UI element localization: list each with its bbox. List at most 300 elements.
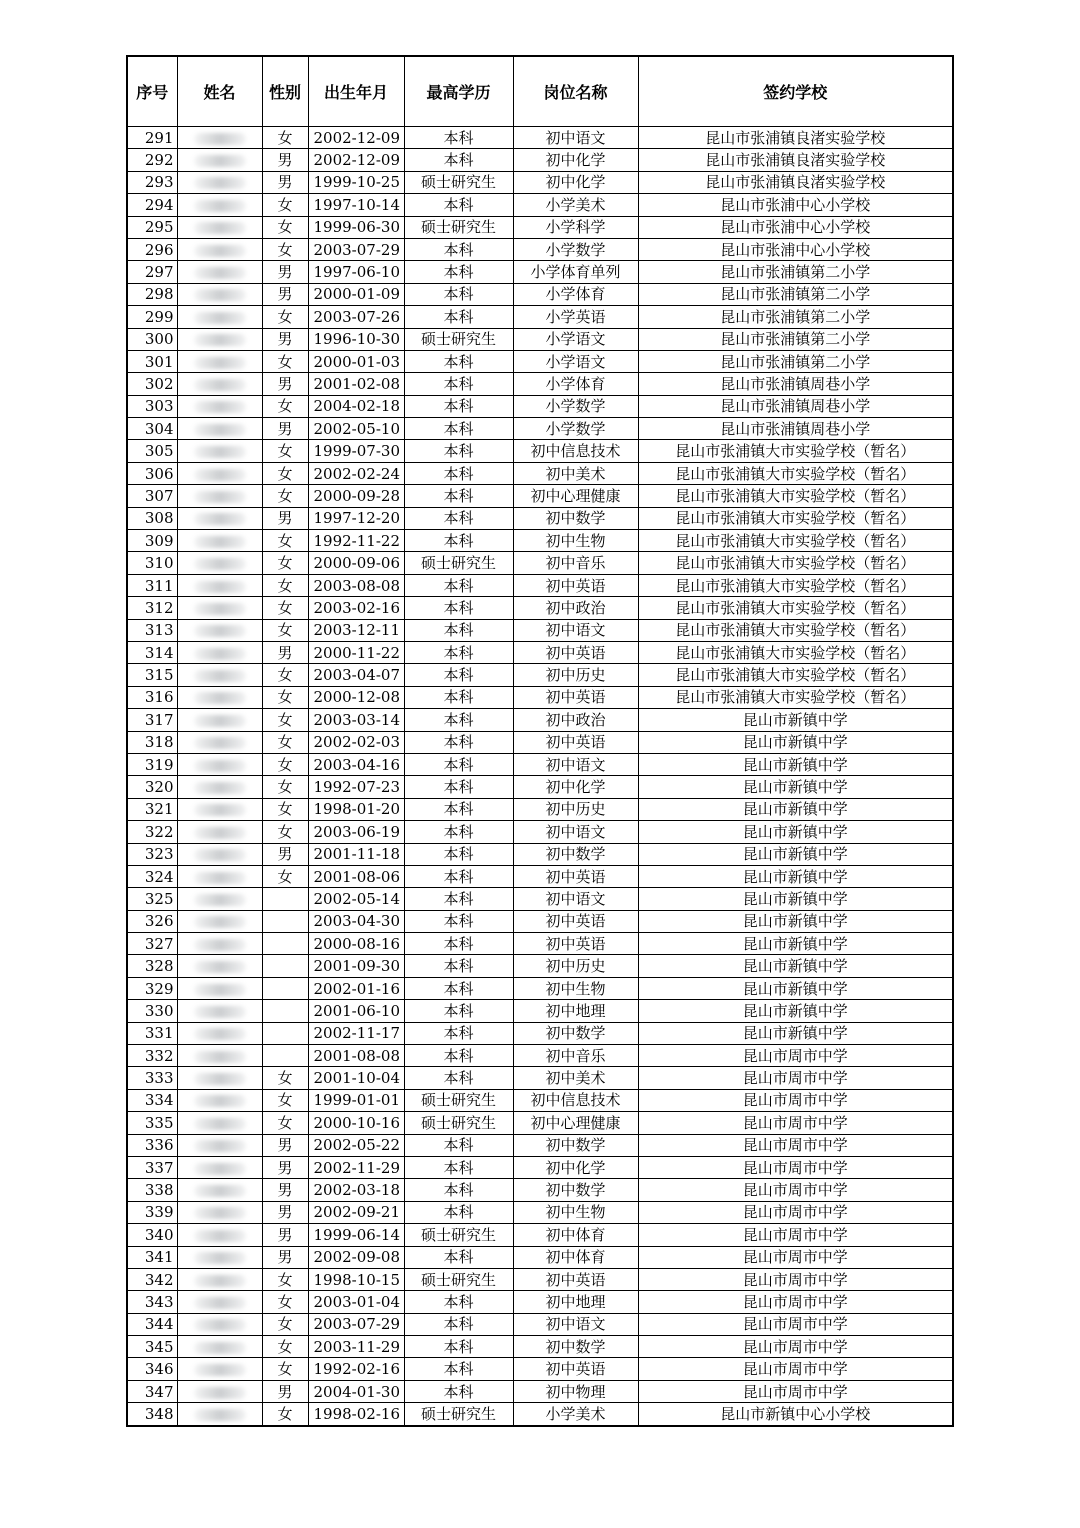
cell-gender: 女 xyxy=(262,574,308,596)
cell-position: 初中语文 xyxy=(513,1313,638,1335)
cell-degree: 本科 xyxy=(404,1313,513,1335)
redaction-blur xyxy=(194,1140,246,1152)
redaction-blur xyxy=(194,424,246,436)
cell-position: 初中美术 xyxy=(513,1067,638,1089)
table-row xyxy=(127,664,953,686)
cell-position: 初中心理健康 xyxy=(513,485,638,507)
cell-school: 昆山市周市中学 xyxy=(638,1291,953,1313)
redaction-blur xyxy=(194,491,246,503)
cell-degree: 硕士研究生 xyxy=(404,216,513,238)
cell-no: 299 xyxy=(127,306,177,328)
cell-name-redacted xyxy=(177,910,262,932)
cell-school: 昆山市张浦镇大市实验学校（暂名） xyxy=(638,664,953,686)
cell-position: 初中音乐 xyxy=(513,1045,638,1067)
cell-position: 初中数学 xyxy=(513,1336,638,1358)
cell-school: 昆山市周市中学 xyxy=(638,1089,953,1111)
cell-name-redacted xyxy=(177,1045,262,1067)
redaction-blur xyxy=(194,849,246,861)
cell-degree: 本科 xyxy=(404,440,513,462)
cell-position: 初中语文 xyxy=(513,127,638,149)
redaction-blur xyxy=(194,625,246,637)
cell-degree: 硕士研究生 xyxy=(404,328,513,350)
cell-school: 昆山市新镇中学 xyxy=(638,865,953,887)
cell-birth: 2004-02-18 xyxy=(308,395,404,417)
cell-school: 昆山市张浦中心小学校 xyxy=(638,216,953,238)
cell-gender: 女 xyxy=(262,395,308,417)
cell-no: 294 xyxy=(127,194,177,216)
cell-position: 初中生物 xyxy=(513,530,638,552)
cell-degree: 本科 xyxy=(404,395,513,417)
table-row xyxy=(127,1089,953,1111)
cell-no: 329 xyxy=(127,977,177,999)
cell-gender: 女 xyxy=(262,1112,308,1134)
table-row xyxy=(127,1291,953,1313)
cell-school: 昆山市新镇中学 xyxy=(638,798,953,820)
table-row xyxy=(127,1201,953,1223)
cell-gender: 女 xyxy=(262,485,308,507)
cell-name-redacted xyxy=(177,328,262,350)
cell-no: 321 xyxy=(127,798,177,820)
cell-position: 小学语文 xyxy=(513,328,638,350)
cell-name-redacted xyxy=(177,888,262,910)
redaction-blur xyxy=(194,1230,246,1242)
redaction-blur xyxy=(194,760,246,772)
cell-gender: 女 xyxy=(262,776,308,798)
cell-birth: 2003-07-29 xyxy=(308,238,404,260)
cell-name-redacted xyxy=(177,238,262,260)
cell-no: 314 xyxy=(127,641,177,663)
cell-name-redacted xyxy=(177,843,262,865)
cell-name-redacted xyxy=(177,1201,262,1223)
cell-name-redacted xyxy=(177,127,262,149)
cell-position: 初中英语 xyxy=(513,933,638,955)
cell-gender: 男 xyxy=(262,171,308,193)
cell-degree: 本科 xyxy=(404,1000,513,1022)
cell-gender: 女 xyxy=(262,238,308,260)
table-row xyxy=(127,776,953,798)
cell-school: 昆山市周市中学 xyxy=(638,1112,953,1134)
cell-no: 344 xyxy=(127,1313,177,1335)
cell-position: 初中数学 xyxy=(513,1179,638,1201)
cell-gender: 男 xyxy=(262,1224,308,1246)
cell-gender: 男 xyxy=(262,1134,308,1156)
cell-name-redacted xyxy=(177,664,262,686)
cell-no: 313 xyxy=(127,619,177,641)
cell-name-redacted xyxy=(177,1403,262,1426)
cell-gender: 女 xyxy=(262,821,308,843)
cell-name-redacted xyxy=(177,216,262,238)
cell-position: 小学美术 xyxy=(513,1403,638,1426)
cell-gender: 男 xyxy=(262,149,308,171)
cell-school: 昆山市周市中学 xyxy=(638,1224,953,1246)
table-row xyxy=(127,619,953,641)
cell-gender: 女 xyxy=(262,1268,308,1290)
cell-degree: 本科 xyxy=(404,821,513,843)
cell-name-redacted xyxy=(177,485,262,507)
cell-birth: 2002-05-10 xyxy=(308,418,404,440)
cell-degree: 本科 xyxy=(404,1179,513,1201)
cell-position: 初中信息技术 xyxy=(513,440,638,462)
cell-degree: 本科 xyxy=(404,776,513,798)
redaction-blur xyxy=(194,155,246,167)
cell-gender: 女 xyxy=(262,709,308,731)
cell-name-redacted xyxy=(177,1112,262,1134)
redaction-blur xyxy=(194,469,246,481)
cell-gender: 女 xyxy=(262,597,308,619)
cell-degree: 本科 xyxy=(404,597,513,619)
cell-name-redacted xyxy=(177,955,262,977)
redaction-blur xyxy=(194,961,246,973)
table-row xyxy=(127,127,953,149)
cell-gender xyxy=(262,1045,308,1067)
cell-gender: 男 xyxy=(262,283,308,305)
cell-birth: 2000-12-08 xyxy=(308,686,404,708)
cell-name-redacted xyxy=(177,1067,262,1089)
cell-position: 初中英语 xyxy=(513,865,638,887)
cell-school: 昆山市新镇中学 xyxy=(638,1000,953,1022)
redaction-blur xyxy=(194,984,246,996)
redaction-blur xyxy=(194,670,246,682)
cell-degree: 本科 xyxy=(404,910,513,932)
cell-gender: 女 xyxy=(262,462,308,484)
table-row xyxy=(127,821,953,843)
redaction-blur xyxy=(194,1028,246,1040)
cell-school: 昆山市张浦镇大市实验学校（暂名） xyxy=(638,485,953,507)
cell-position: 初中语文 xyxy=(513,753,638,775)
table-row xyxy=(127,597,953,619)
cell-gender: 女 xyxy=(262,731,308,753)
cell-name-redacted xyxy=(177,1089,262,1111)
cell-degree: 本科 xyxy=(404,1380,513,1402)
cell-degree: 本科 xyxy=(404,1134,513,1156)
cell-position: 小学体育 xyxy=(513,283,638,305)
redaction-blur xyxy=(194,1051,246,1063)
cell-no: 327 xyxy=(127,933,177,955)
cell-gender: 女 xyxy=(262,619,308,641)
cell-gender xyxy=(262,910,308,932)
redaction-blur xyxy=(194,1275,246,1287)
table-row xyxy=(127,440,953,462)
redaction-blur xyxy=(194,401,246,413)
cell-position: 小学数学 xyxy=(513,418,638,440)
redaction-blur xyxy=(194,379,246,391)
cell-school: 昆山市张浦镇周巷小学 xyxy=(638,373,953,395)
cell-gender: 女 xyxy=(262,127,308,149)
table-row xyxy=(127,1022,953,1044)
cell-degree: 本科 xyxy=(404,955,513,977)
cell-birth: 2002-12-09 xyxy=(308,127,404,149)
cell-name-redacted xyxy=(177,1179,262,1201)
cell-no: 301 xyxy=(127,350,177,372)
cell-position: 初中英语 xyxy=(513,574,638,596)
cell-birth: 1992-02-16 xyxy=(308,1358,404,1380)
cell-name-redacted xyxy=(177,821,262,843)
cell-name-redacted xyxy=(177,373,262,395)
cell-school: 昆山市周市中学 xyxy=(638,1134,953,1156)
cell-no: 291 xyxy=(127,127,177,149)
cell-name-redacted xyxy=(177,1291,262,1313)
cell-gender: 女 xyxy=(262,1067,308,1089)
table-row xyxy=(127,1336,953,1358)
redaction-blur xyxy=(194,312,246,324)
cell-no: 298 xyxy=(127,283,177,305)
table-row xyxy=(127,1000,953,1022)
table-row xyxy=(127,709,953,731)
cell-birth: 2003-08-08 xyxy=(308,574,404,596)
cell-position: 初中体育 xyxy=(513,1224,638,1246)
cell-position: 初中化学 xyxy=(513,1156,638,1178)
cell-school: 昆山市周市中学 xyxy=(638,1358,953,1380)
cell-birth: 2002-03-18 xyxy=(308,1179,404,1201)
cell-gender xyxy=(262,955,308,977)
cell-no: 330 xyxy=(127,1000,177,1022)
cell-degree: 本科 xyxy=(404,686,513,708)
cell-school: 昆山市张浦镇大市实验学校（暂名） xyxy=(638,686,953,708)
cell-school: 昆山市新镇中学 xyxy=(638,821,953,843)
cell-gender: 女 xyxy=(262,753,308,775)
cell-degree: 本科 xyxy=(404,709,513,731)
cell-name-redacted xyxy=(177,776,262,798)
cell-birth: 2002-09-21 xyxy=(308,1201,404,1223)
cell-birth: 1996-10-30 xyxy=(308,328,404,350)
cell-position: 初中历史 xyxy=(513,798,638,820)
cell-birth: 2000-08-16 xyxy=(308,933,404,955)
cell-degree: 本科 xyxy=(404,619,513,641)
cell-birth: 2003-06-19 xyxy=(308,821,404,843)
cell-name-redacted xyxy=(177,283,262,305)
cell-name-redacted xyxy=(177,552,262,574)
cell-degree: 本科 xyxy=(404,418,513,440)
cell-position: 初中数学 xyxy=(513,1022,638,1044)
table-row xyxy=(127,530,953,552)
cell-gender: 女 xyxy=(262,194,308,216)
cell-no: 320 xyxy=(127,776,177,798)
table-row xyxy=(127,865,953,887)
cell-degree: 本科 xyxy=(404,350,513,372)
cell-no: 343 xyxy=(127,1291,177,1313)
cell-position: 小学体育 xyxy=(513,373,638,395)
cell-no: 315 xyxy=(127,664,177,686)
redaction-blur xyxy=(194,715,246,727)
table-row xyxy=(127,373,953,395)
cell-gender: 女 xyxy=(262,440,308,462)
cell-birth: 2001-08-06 xyxy=(308,865,404,887)
redaction-blur xyxy=(194,939,246,951)
redaction-blur xyxy=(194,513,246,525)
cell-name-redacted xyxy=(177,1000,262,1022)
cell-name-redacted xyxy=(177,574,262,596)
table-row xyxy=(127,1380,953,1402)
cell-no: 340 xyxy=(127,1224,177,1246)
cell-school: 昆山市张浦镇大市实验学校（暂名） xyxy=(638,619,953,641)
cell-degree: 本科 xyxy=(404,731,513,753)
cell-position: 初中信息技术 xyxy=(513,1089,638,1111)
cell-school: 昆山市张浦镇大市实验学校（暂名） xyxy=(638,462,953,484)
cell-name-redacted xyxy=(177,1268,262,1290)
cell-name-redacted xyxy=(177,418,262,440)
cell-degree: 本科 xyxy=(404,753,513,775)
cell-birth: 2003-11-29 xyxy=(308,1336,404,1358)
cell-school: 昆山市张浦镇大市实验学校（暂名） xyxy=(638,530,953,552)
cell-school: 昆山市周市中学 xyxy=(638,1246,953,1268)
cell-school: 昆山市新镇中学 xyxy=(638,731,953,753)
table-row xyxy=(127,977,953,999)
redaction-blur xyxy=(194,289,246,301)
cell-birth: 1999-06-30 xyxy=(308,216,404,238)
cell-no: 296 xyxy=(127,238,177,260)
cell-name-redacted xyxy=(177,977,262,999)
cell-birth: 2002-09-08 xyxy=(308,1246,404,1268)
redaction-blur xyxy=(194,1319,246,1331)
header-gender: 性别 xyxy=(262,56,308,127)
cell-no: 337 xyxy=(127,1156,177,1178)
cell-birth: 2002-02-24 xyxy=(308,462,404,484)
cell-school: 昆山市张浦镇良渚实验学校 xyxy=(638,171,953,193)
header-name: 姓名 xyxy=(177,56,262,127)
cell-school: 昆山市新镇中学 xyxy=(638,709,953,731)
cell-no: 335 xyxy=(127,1112,177,1134)
cell-degree: 本科 xyxy=(404,530,513,552)
table-row xyxy=(127,731,953,753)
cell-birth: 1999-07-30 xyxy=(308,440,404,462)
cell-gender: 女 xyxy=(262,798,308,820)
cell-gender: 男 xyxy=(262,373,308,395)
cell-no: 303 xyxy=(127,395,177,417)
cell-birth: 2000-11-22 xyxy=(308,641,404,663)
cell-gender xyxy=(262,933,308,955)
cell-birth: 1998-01-20 xyxy=(308,798,404,820)
cell-name-redacted xyxy=(177,1246,262,1268)
cell-name-redacted xyxy=(177,865,262,887)
cell-position: 小学数学 xyxy=(513,238,638,260)
cell-school: 昆山市新镇中学 xyxy=(638,910,953,932)
cell-gender: 男 xyxy=(262,261,308,283)
redaction-blur xyxy=(194,916,246,928)
cell-degree: 硕士研究生 xyxy=(404,1224,513,1246)
table-row xyxy=(127,485,953,507)
cell-position: 初中化学 xyxy=(513,776,638,798)
cell-birth: 2000-01-03 xyxy=(308,350,404,372)
table-row xyxy=(127,1313,953,1335)
cell-degree: 本科 xyxy=(404,977,513,999)
cell-degree: 本科 xyxy=(404,888,513,910)
cell-position: 初中政治 xyxy=(513,597,638,619)
cell-school: 昆山市张浦镇第二小学 xyxy=(638,283,953,305)
cell-name-redacted xyxy=(177,1224,262,1246)
header-degree: 最高学历 xyxy=(404,56,513,127)
cell-gender: 女 xyxy=(262,1358,308,1380)
cell-birth: 2001-10-04 xyxy=(308,1067,404,1089)
redaction-blur xyxy=(194,737,246,749)
cell-degree: 本科 xyxy=(404,149,513,171)
redaction-blur xyxy=(194,1163,246,1175)
cell-birth: 2000-09-06 xyxy=(308,552,404,574)
cell-gender: 女 xyxy=(262,1403,308,1426)
cell-birth: 2001-11-18 xyxy=(308,843,404,865)
cell-birth: 1999-10-25 xyxy=(308,171,404,193)
cell-name-redacted xyxy=(177,798,262,820)
cell-degree: 本科 xyxy=(404,1336,513,1358)
cell-gender: 男 xyxy=(262,1201,308,1223)
cell-name-redacted xyxy=(177,933,262,955)
table-row xyxy=(127,1134,953,1156)
cell-school: 昆山市张浦镇周巷小学 xyxy=(638,418,953,440)
cell-gender: 女 xyxy=(262,552,308,574)
cell-gender xyxy=(262,1000,308,1022)
cell-school: 昆山市周市中学 xyxy=(638,1067,953,1089)
cell-degree: 本科 xyxy=(404,238,513,260)
redaction-blur xyxy=(194,1118,246,1130)
cell-position: 初中数学 xyxy=(513,843,638,865)
cell-birth: 2002-05-14 xyxy=(308,888,404,910)
redaction-blur xyxy=(194,894,246,906)
cell-position: 小学体育单列 xyxy=(513,261,638,283)
cell-degree: 本科 xyxy=(404,306,513,328)
table-row xyxy=(127,395,953,417)
cell-school: 昆山市张浦镇大市实验学校（暂名） xyxy=(638,552,953,574)
cell-birth: 2003-03-14 xyxy=(308,709,404,731)
cell-birth: 1998-10-15 xyxy=(308,1268,404,1290)
table-row xyxy=(127,1067,953,1089)
cell-degree: 本科 xyxy=(404,1045,513,1067)
cell-no: 339 xyxy=(127,1201,177,1223)
cell-birth: 2003-02-16 xyxy=(308,597,404,619)
table-row xyxy=(127,1112,953,1134)
cell-gender: 男 xyxy=(262,328,308,350)
cell-no: 346 xyxy=(127,1358,177,1380)
cell-degree: 本科 xyxy=(404,1156,513,1178)
redaction-blur xyxy=(194,245,246,257)
cell-position: 初中美术 xyxy=(513,462,638,484)
cell-birth: 2004-01-30 xyxy=(308,1380,404,1402)
cell-birth: 1997-06-10 xyxy=(308,261,404,283)
cell-birth: 2002-11-17 xyxy=(308,1022,404,1044)
cell-degree: 本科 xyxy=(404,574,513,596)
table-row xyxy=(127,1403,953,1426)
cell-birth: 2002-11-29 xyxy=(308,1156,404,1178)
cell-no: 325 xyxy=(127,888,177,910)
cell-name-redacted xyxy=(177,709,262,731)
cell-no: 347 xyxy=(127,1380,177,1402)
cell-school: 昆山市周市中学 xyxy=(638,1313,953,1335)
cell-birth: 2001-08-08 xyxy=(308,1045,404,1067)
table-row xyxy=(127,888,953,910)
cell-degree: 硕士研究生 xyxy=(404,171,513,193)
cell-gender: 女 xyxy=(262,530,308,552)
cell-no: 348 xyxy=(127,1403,177,1426)
cell-degree: 本科 xyxy=(404,373,513,395)
cell-school: 昆山市周市中学 xyxy=(638,1380,953,1402)
recruit-table xyxy=(126,55,954,1427)
cell-no: 338 xyxy=(127,1179,177,1201)
cell-position: 初中语文 xyxy=(513,888,638,910)
cell-school: 昆山市张浦中心小学校 xyxy=(638,194,953,216)
redaction-blur xyxy=(194,1185,246,1197)
cell-position: 初中英语 xyxy=(513,1268,638,1290)
table-row xyxy=(127,238,953,260)
cell-position: 初中数学 xyxy=(513,507,638,529)
cell-position: 初中英语 xyxy=(513,910,638,932)
cell-no: 304 xyxy=(127,418,177,440)
redaction-blur xyxy=(194,648,246,660)
cell-gender: 女 xyxy=(262,306,308,328)
redaction-blur xyxy=(194,1207,246,1219)
cell-name-redacted xyxy=(177,597,262,619)
table-row xyxy=(127,686,953,708)
cell-degree: 本科 xyxy=(404,1201,513,1223)
cell-no: 341 xyxy=(127,1246,177,1268)
cell-school: 昆山市新镇中学 xyxy=(638,977,953,999)
